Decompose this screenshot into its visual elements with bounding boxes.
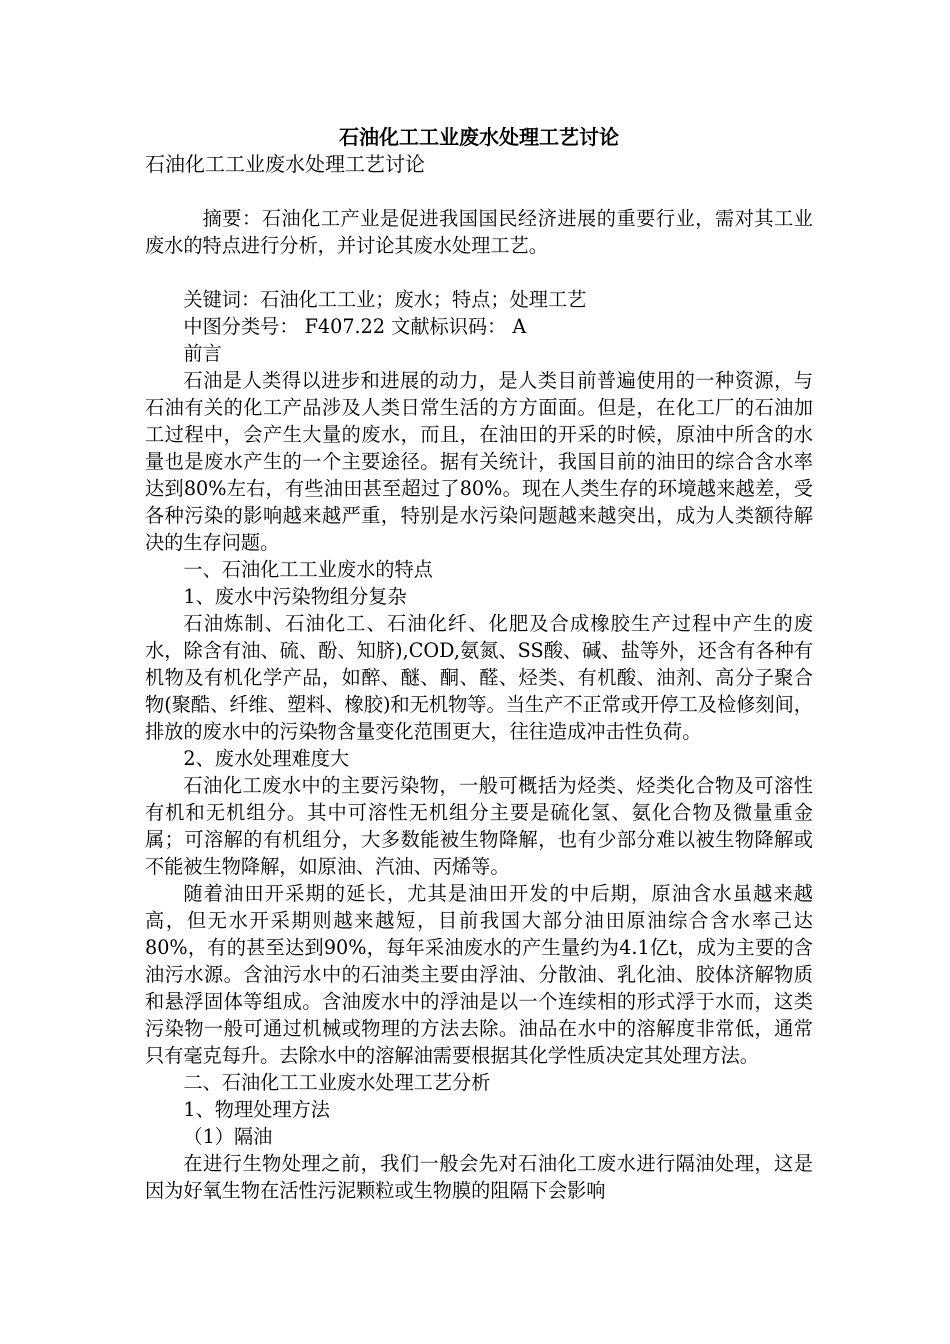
section-heading: 二、石油化工工业废水处理工艺分析 (183, 1071, 491, 1094)
body-paragraph: 随着油田开采期的延长，尤其是油田开发的中后期，原油含水虽越来越高，但无水开采期则越来越短，目前我国大部分油田原油综合含水率己达80%，有的甚至达到90%，每年采油废水的产生量约为4.1亿t，成为主要的含油污水源。含油污水中的石油类主要由浮油、分散油、乳化油、胶体济解物质和悬浮固体等组成。含油废水中的浮油是以一个连续相的形式浮于水而，这类污染物一般可通过机械或物理的方法去除。油品在水中的溶解度非常低，通常只有毫克每升。去除水中的溶解油需要根据其化学性质决定其处理方法。 (145, 882, 813, 1067)
body-paragraph: 在进行生物处理之前，我们一般会先对石油化工废水进行隔油处理，这是因为好氧生物在活性污泥颗粒或生物膜的阻隔下会影响 (145, 1152, 813, 1202)
document-body (145, 125, 813, 1204)
document-subtitle: 石油化工工业废水处理工艺讨论 (145, 152, 425, 176)
item-heading: （1）隔油 (183, 1125, 273, 1148)
subsection-heading: 2、废水处理难度大 (183, 747, 350, 770)
keywords-line: 关键词：石油化工工业；废水；特点；处理工艺 (183, 288, 587, 311)
subsection-heading: 1、废水中污染物组分复杂 (183, 585, 407, 608)
preface-heading: 前言 (183, 342, 222, 365)
body-paragraph: 石油是人类得以进步和进展的动力，是人类目前普遍使用的一种资源，与石油有关的化工产品涉及人类日常生活的方方面面。但是，在化工厂的石油加工过程中，会产生大量的废水，而且，在油田的开采的时候，原油中所含的水量也是废水产生的一个主要途径。据有关统计，我国目前的油田的综合含水率达到80%左右，有些油田甚至超过了80%。现在人类生存的环境越来越差，受各种污染的影响越来越严重，特别是水污染问题越来越突出，成为人类额待解决的生存问题。 (145, 369, 813, 554)
blank-line (145, 178, 813, 205)
classification-line: 中图分类号： F407.22 文献标识码： A (183, 315, 527, 338)
blank-line (145, 259, 813, 286)
abstract-paragraph: 摘要：石油化工产业是促进我国国民经济进展的重要行业，需对其工业废水的特点进行分析，并讨论其废水处理工艺。 (145, 207, 813, 257)
body-paragraph: 石油化工废水中的主要污染物，一般可概括为烃类、烃类化合物及可溶性有机和无机组分。其中可溶性无机组分主要是硫化氢、氨化合物及微量重金属；可溶解的有机组分，大多数能被生物降解，也有少部分难以被生物降解或不能被生物降解，如原油、汽油、丙烯等。 (145, 774, 813, 878)
document-title: 石油化工工业废水处理工艺讨论 (339, 125, 619, 149)
body-paragraph: 石油炼制、石油化工、石油化纤、化肥及合成橡胶生产过程中产生的废水，除含有油、硫、酚、知脐),COD,氨氮、SS酸、碱、盐等外，还含有各种有机物及有机化学产品，如醉、醚、酮、醛、烃类、有机酸、油剂、高分子聚合物(聚酷、纤维、塑料、橡胶)和无机物等。当生产不正常或开停工及检修刻间，排放的废水中的污染物含量变化范围更大，往往造成冲击性负荷。 (145, 612, 813, 743)
subsection-heading: 1、物理处理方法 (183, 1098, 330, 1121)
section-heading: 一、石油化工工业废水的特点 (183, 558, 433, 581)
